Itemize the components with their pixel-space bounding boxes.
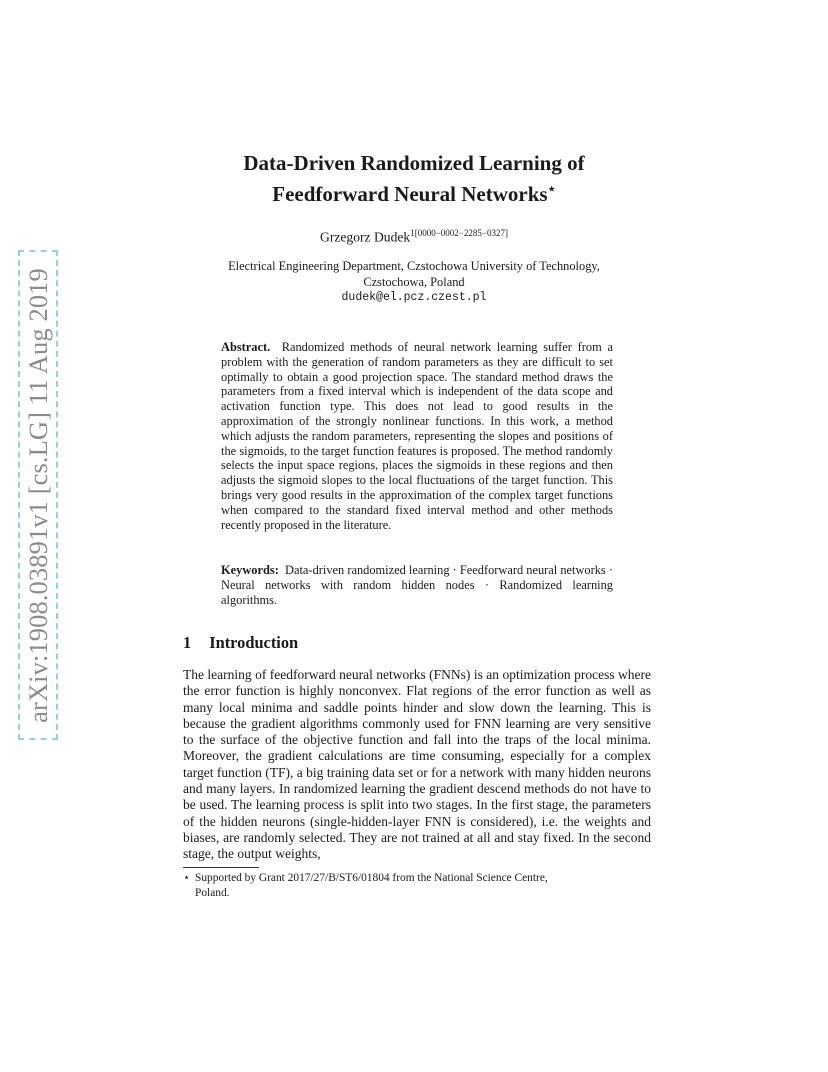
author-orcid: 1[0000−0002−2285−0327]	[410, 228, 508, 238]
footnote-divider	[183, 867, 259, 868]
abstract-text: Randomized methods of neural network learning suffer from a problem with the generation of random parameters as they are difficult to set optimally to obtain a good projection space. The standard method draws the parameters from a fixed interval which is independent of the data scope and activation function type. This does not lead to good results in the approximation of the strongly nonlinear functions. In this work, a method which adjusts the random parameters, representing the slopes and positions of the sigmoids, to the target function features is proposed. The method randomly selects the input space regions, places the sigmoids in these regions and then adjusts the sigmoid slopes to the local fluctuations of the target function. This brings very good results in the approximation of the complex target functions when compared to the standard fixed interval method and other methods recently proposed in the literature.	[221, 340, 613, 532]
arxiv-sidebar-stamp	[18, 250, 58, 740]
arxiv-id-text: arXiv:1908.03891v1 [cs.LG] 11 Aug 2019	[22, 267, 53, 723]
footnote-text-1: Supported by Grant 2017/27/B/ST6/01804 from the National Science Centre,	[195, 872, 548, 884]
keywords-block	[221, 563, 613, 607]
footnote-line-2: Poland.	[195, 887, 230, 899]
paper-title	[0, 150, 828, 207]
affiliation-block	[0, 259, 828, 306]
keywords-label: Keywords:	[221, 563, 279, 577]
affiliation-line-2: Czstochowa, Poland	[363, 274, 465, 289]
title-footnote-mark: ⋆	[547, 181, 556, 196]
author-name: Grzegorz Dudek	[320, 229, 411, 245]
abstract-block	[221, 340, 613, 532]
footnote	[183, 871, 651, 901]
footnote-mark: ⋆	[183, 872, 191, 884]
abstract-label: Abstract.	[221, 340, 271, 354]
affiliation-line-1: Electrical Engineering Department, Czstochowa University of Technology,	[228, 259, 600, 273]
title-line-1: Data-Driven Randomized Learning of	[243, 151, 585, 175]
footnote-line-1	[183, 871, 651, 886]
author-email[interactable]: dudek@el.pcz.czest.pl	[341, 291, 487, 304]
section-number: 1	[183, 633, 192, 652]
section-heading	[183, 633, 298, 653]
section-title: Introduction	[209, 633, 299, 652]
intro-paragraph: The learning of feedforward neural networks (FNNs) is an optimization process where the error function is highly nonconvex. Flat regions of the error function as well as many local minima and saddle points hinder and slow down the learning. This is because the gradient algorithms commonly used for FNN learning are very sensitive to the surface of the objective function and fall into the traps of the local minima. Moreover, the gradient calculations are time consuming, especially for a complex target function (TF), a big training data set or for a network with many hidden neurons and many layers. In randomized learning the gradient descend methods do not have to be used. The learning process is split into two stages. In the first stage, the parameters of the hidden neurons (single-hidden-layer FNN is considered), i.e. the weights and biases, are randomly selected. They are not trained at all and stay fixed. In the second stage, the output weights,	[183, 667, 651, 862]
keywords-text: Data-driven randomized learning · Feedforward neural networks · Neural networks with random hidden nodes · Randomized learning algorithms.	[221, 563, 613, 607]
title-line-2-text: Feedforward Neural Networks	[272, 182, 548, 206]
author-line	[0, 228, 828, 246]
title-line-2	[0, 176, 828, 207]
